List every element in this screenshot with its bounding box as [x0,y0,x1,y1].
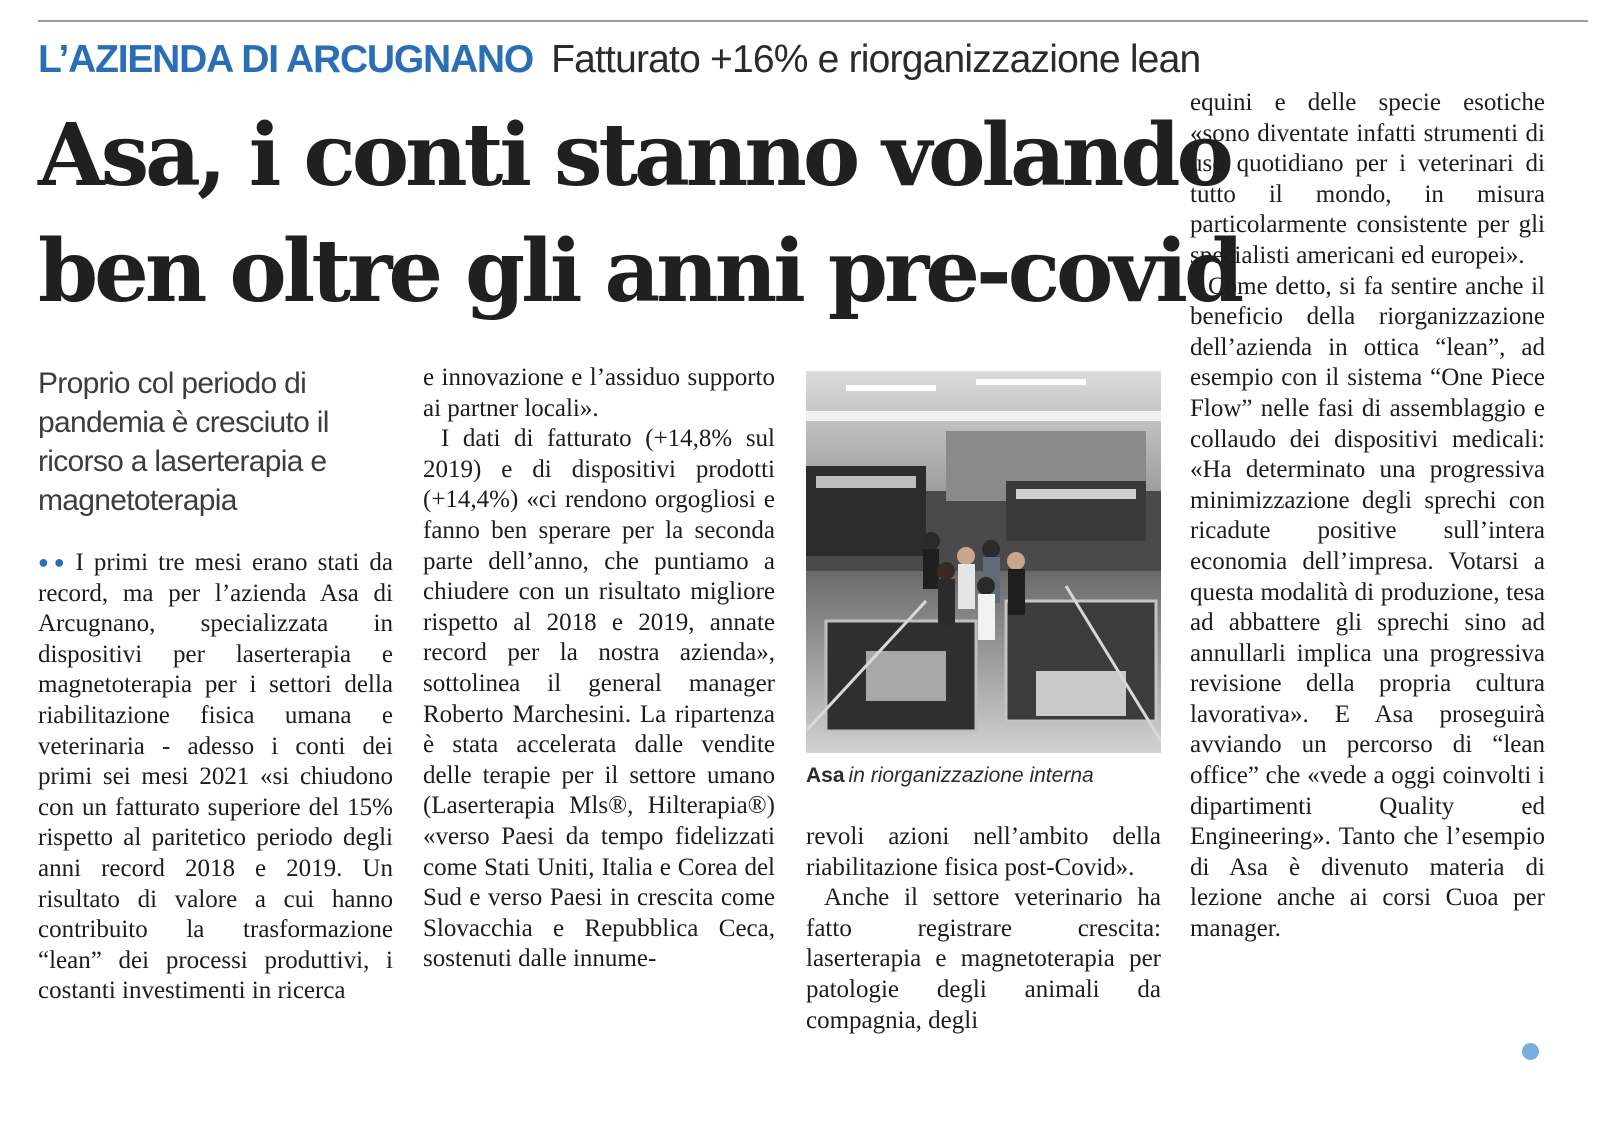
article-column-2 [423,363,775,975]
article-paragraph: Anche il settore veterinario ha fatto registrare crescita: laserterapia e magnetoterapia per patologie degli animali da compagnia, degli [806,884,1161,1034]
kicker-label: L’AZIENDA DI ARCUGNANO [38,38,534,81]
caption-text: in riorganizzazione interna [848,764,1094,787]
article-paragraph: Come detto, si fa sentire anche il beneficio della riorganizzazione dell’azienda in ottica “lean”, ad esempio con il sistema “One Piece Flow” nelle fasi di assemblaggio e collaudo dei dispositivi medicali: «Ha determinato una progressiva minimizzazione degli sprechi con ricadute positive sull’intera economia dell’impresa. Votarsi a questa modalità di produzione, tesa ad abbattere gli sprechi sino ad annullarli implica una progressiva revisione della propria cultura lavorativa». E Asa proseguirà avviando un percorso di “lean office” che «vede a oggi coinvolti i dipartimenti Quality ed Engineering». Tanto che l’esempio di Asa è divenuto materia di lezione anche ai corsi Cuoa per manager. [1190,272,1545,943]
deck-summary: Proprio col periodo di pandemia è cresciuto il ricorso a laserterapia e magnetoterapia [38,367,329,517]
kicker-subtitle: Fatturato +16% e riorganizzazione lean [551,38,1201,81]
article-paragraph: I dati di fatturato (+14,8% sul 2019) e di dispositivi prodotti (+14,4%) «ci rendono orgogliosi e fanno ben sperare per la seconda parte dell’anno, che puntiamo a chiudere con un risultato migliore rispetto al 2018 e 2019, annate record per la nostra azienda», sottolinea il general manager Roberto Marchesini. La ripartenza è stata accelerata dalle vendite delle terapie per il settore umano (Laserterapia Mls®, Hilterapia®) «verso Paesi da tempo fidelizzati come Stati Uniti, Italia e Corea del Sud e verso Paesi in crescita come Slovacchia e Repubblica Ceca, sostenuti dalle innume- [423,425,775,973]
headline [38,98,1241,330]
headline-line-2: ben oltre gli anni pre-covid [38,221,1241,322]
article-paragraph: equini e delle specie esotiche «sono diventate infatti strumenti di uso quotidiano per i veterinari di tutto il mondo, in misura particolarmente consistente per gli specialisti americani ed europei». [1190,89,1545,269]
headline-line-1: Asa, i conti stanno volando [38,105,1230,206]
factory-floor-illustration [806,371,1161,753]
end-mark-icon [1522,1043,1539,1060]
article-text: I primi tre mesi erano stati da record, ma per l’azienda Asa di Arcugnano, specializzata in dispositivi per laserterapia e magnetoterapia per i settori della riabilitazione fisica umana e veterinaria - adesso i conti dei primi sei mesi 2021 «si chiudono con un fatturato superiore del 15% rispetto al paritetico periodo degli anni record 2018 e 2019. Un risultato di valore a cui hanno contribuito la trasformazione “lean” dei processi produttivi, i costanti investimenti in ricerca [38,549,393,1005]
lead-bullets-icon: ●● [38,552,70,572]
article-paragraph: revoli azioni nell’ambito della riabilitazione fisica post-Covid». [806,823,1161,881]
factory-photo [806,371,1161,753]
article-column-3 [806,822,1161,1036]
article-column-4 [1190,88,1545,945]
article-column-1 [38,547,393,1007]
photo-caption [806,764,1186,788]
kicker [38,38,1200,82]
top-rule [38,20,1588,22]
article-paragraph: e innovazione e l’assiduo supporto ai partner locali». [423,364,775,422]
caption-name: Asa [806,764,845,787]
